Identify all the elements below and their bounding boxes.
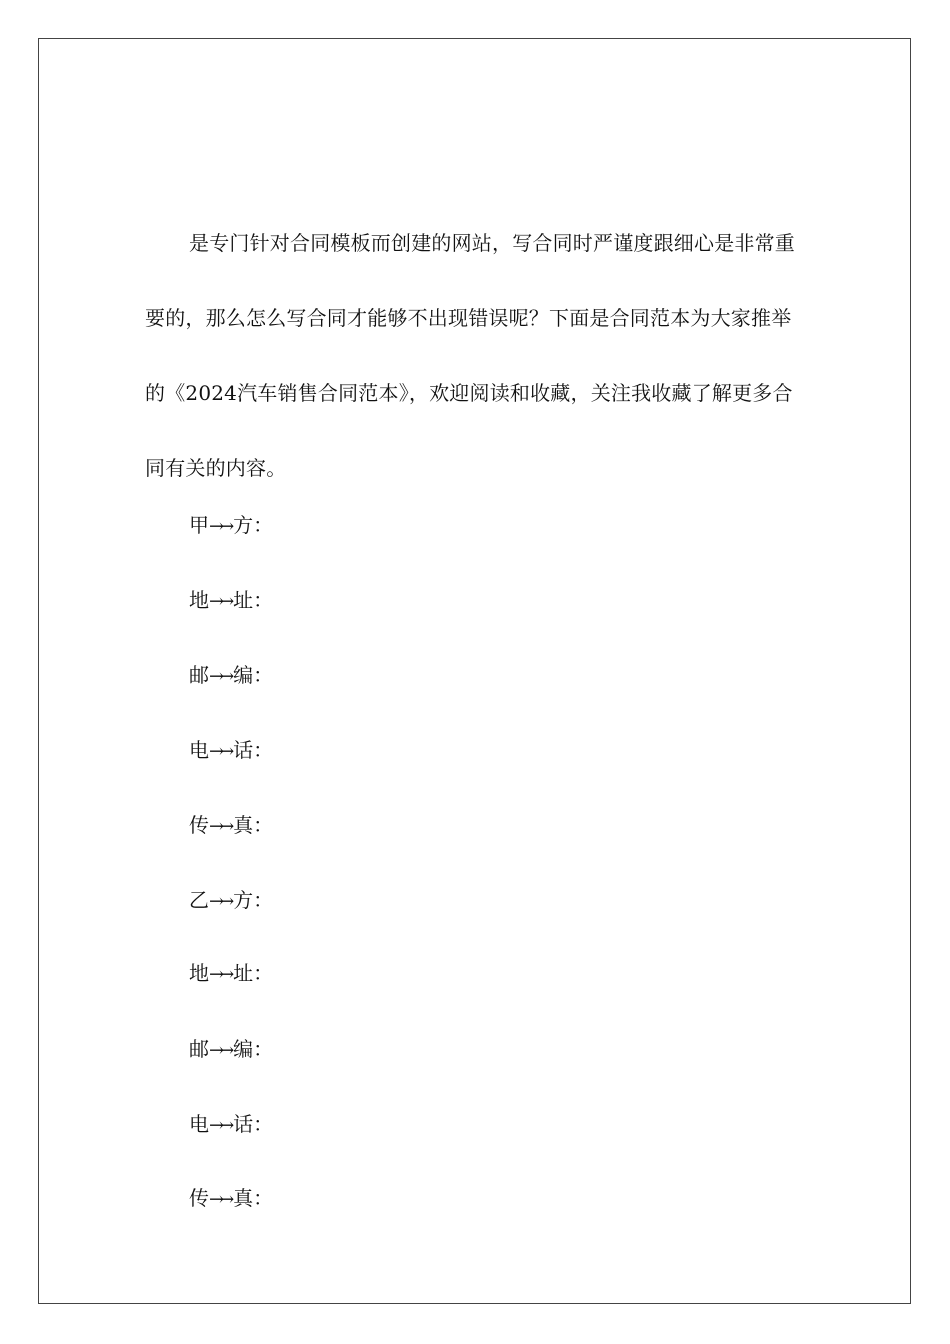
tab-arrows: →→ — [209, 964, 230, 985]
intro-paragraph: 是专门针对合同模板而创建的网站，写合同时严谨度跟细心是非常重要的，那么怎么写合同才能够不出现错误呢？下面是合同范本为大家推举的《2024汽车销售合同范本》，欢迎阅读和收藏，关注我收藏了解更多合同有关的内容。 — [145, 231, 795, 480]
tab-arrows: →→ — [209, 891, 230, 912]
field-last-char: 址： — [233, 961, 274, 985]
field-last-char: 编： — [233, 663, 274, 687]
field-last-char: 真： — [233, 1186, 274, 1210]
party-b-phone-field — [189, 1109, 273, 1141]
party-b-address-field — [189, 958, 273, 990]
field-first-char: 电 — [189, 738, 209, 762]
tab-arrows: →→ — [209, 591, 230, 612]
tab-arrows: →→ — [209, 816, 230, 837]
tab-arrows: →→ — [209, 1189, 230, 1210]
field-first-char: 地 — [189, 961, 209, 985]
field-last-char: 真： — [233, 813, 274, 837]
field-last-char: 话： — [233, 1112, 274, 1136]
field-last-char: 方： — [233, 513, 274, 537]
tab-arrows: →→ — [209, 516, 230, 537]
field-last-char: 话： — [233, 738, 274, 762]
party-a-postcode-field — [189, 660, 273, 692]
field-first-char: 地 — [189, 588, 209, 612]
party-a-phone-field — [189, 735, 273, 767]
field-first-char: 传 — [189, 1186, 209, 1210]
field-last-char: 址： — [233, 588, 274, 612]
tab-arrows: →→ — [209, 666, 230, 687]
tab-arrows: →→ — [209, 1115, 230, 1136]
party-a-name-field — [189, 510, 273, 542]
tab-arrows: →→ — [209, 741, 230, 762]
field-first-char: 邮 — [189, 663, 209, 687]
tab-arrows: →→ — [209, 1040, 230, 1061]
field-first-char: 传 — [189, 813, 209, 837]
field-first-char: 甲 — [189, 513, 209, 537]
field-first-char: 邮 — [189, 1037, 209, 1061]
party-b-name-field — [189, 885, 273, 917]
field-first-char: 乙 — [189, 888, 209, 912]
party-a-address-field — [189, 585, 273, 617]
party-a-fax-field — [189, 810, 273, 842]
party-b-postcode-field — [189, 1034, 273, 1066]
field-last-char: 方： — [233, 888, 274, 912]
field-first-char: 电 — [189, 1112, 209, 1136]
field-last-char: 编： — [233, 1037, 274, 1061]
party-b-fax-field — [189, 1183, 273, 1215]
